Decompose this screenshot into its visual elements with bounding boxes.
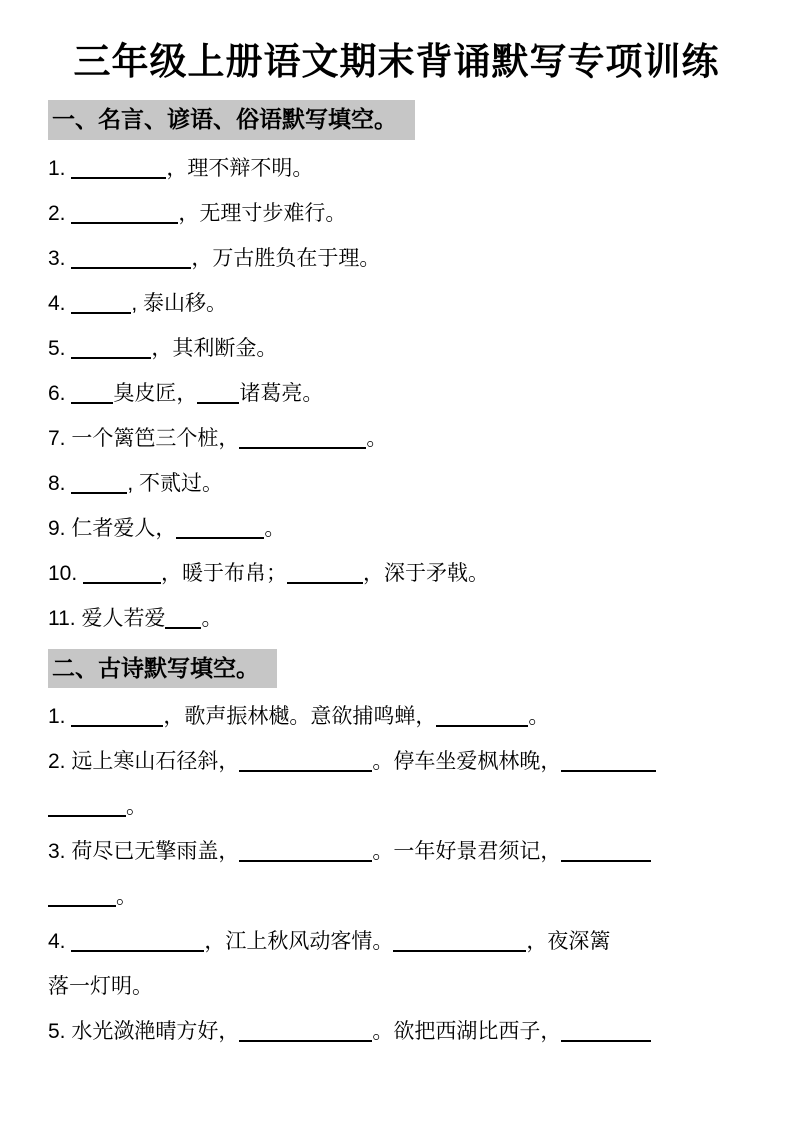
exercise-text: 。 <box>116 884 137 908</box>
blank-line <box>83 562 161 584</box>
exercise-line <box>48 829 745 874</box>
exercise-item <box>48 281 745 326</box>
section-heading-row <box>48 649 745 688</box>
exercise-item <box>48 694 745 739</box>
exercise-line <box>48 236 745 281</box>
exercise-line <box>48 739 745 784</box>
blank-line <box>71 337 151 359</box>
page-title: 三年级上册语文期末背诵默写专项训练 <box>73 41 720 82</box>
exercise-text: 2. 远上寒山石径斜， <box>48 749 240 773</box>
section-heading-row <box>48 100 745 139</box>
exercise-text: 4. <box>48 291 72 315</box>
exercise-text: 1. <box>48 156 72 180</box>
exercise-text: ，无理寸步难行。 <box>178 201 347 225</box>
blank-line <box>71 202 178 224</box>
exercise-line <box>48 461 745 506</box>
exercise-text: ，万古胜负在于理。 <box>191 246 381 270</box>
blank-line <box>436 705 528 727</box>
exercise-item <box>48 416 745 461</box>
exercise-item <box>48 1009 745 1054</box>
exercise-text: 。 <box>201 606 223 630</box>
exercise-text: ，歌声振林樾。意欲捕鸣蝉， <box>163 704 437 728</box>
blank-line <box>239 427 366 449</box>
blank-line <box>71 930 204 952</box>
exercise-text: 4. <box>48 929 72 953</box>
exercise-line <box>48 191 745 236</box>
blank-line <box>71 382 113 404</box>
exercise-text: 7. 一个篱笆三个桩， <box>48 426 240 450</box>
exercise-item <box>48 371 745 416</box>
blank-line <box>71 157 166 179</box>
exercise-item <box>48 506 745 551</box>
exercise-text: 臭皮匠， <box>113 381 198 405</box>
blank-line <box>239 750 372 772</box>
exercise-text: 6. <box>48 381 72 405</box>
exercise-text: 落一灯明。 <box>48 974 153 998</box>
exercise-line <box>48 146 745 191</box>
exercise-item <box>48 146 745 191</box>
exercise-text: 。一年好景君须记， <box>372 839 562 863</box>
blank-line <box>71 472 127 494</box>
blank-line <box>287 562 363 584</box>
blank-line <box>48 795 126 817</box>
exercise-text: 。 <box>528 704 550 728</box>
exercise-line <box>48 1009 745 1054</box>
exercise-item <box>48 551 745 596</box>
exercise-text: 。停车坐爱枫林晚， <box>372 749 562 773</box>
exercise-text: 1. <box>48 704 72 728</box>
exercise-line <box>48 551 745 596</box>
blank-line <box>48 885 116 907</box>
exercise-item <box>48 829 745 919</box>
blank-line <box>71 705 163 727</box>
exercise-line <box>48 694 745 739</box>
exercise-text: 5. 水光潋滟晴方好， <box>48 1019 240 1043</box>
exercise-line <box>48 371 745 416</box>
blank-line <box>561 1020 651 1042</box>
exercise-text: ，夜深篱 <box>526 929 611 953</box>
exercise-line <box>48 416 745 461</box>
blank-line <box>239 1020 372 1042</box>
exercise-line <box>48 784 745 829</box>
exercise-text: 诸葛亮。 <box>239 381 324 405</box>
exercise-text: ，其利断金。 <box>151 336 278 360</box>
blank-line <box>197 382 239 404</box>
exercise-line <box>48 964 745 1009</box>
blank-line <box>71 292 131 314</box>
exercise-item <box>48 739 745 829</box>
exercise-text: 3. 荷尽已无擎雨盖， <box>48 839 240 863</box>
exercise-item <box>48 461 745 506</box>
exercise-text: 。 <box>264 516 286 540</box>
exercise-text: 。 <box>126 794 147 818</box>
exercise-item <box>48 236 745 281</box>
exercise-text: ，江上秋风动客情。 <box>204 929 394 953</box>
exercise-text: , 泰山移。 <box>131 291 228 315</box>
exercise-text: 。 <box>366 426 388 450</box>
worksheet-body <box>48 100 745 1054</box>
exercise-item <box>48 596 745 641</box>
exercise-text: ，理不辩不明。 <box>166 156 314 180</box>
blank-line <box>71 247 191 269</box>
exercise-text: 8. <box>48 471 72 495</box>
exercise-text: 11. 爱人若爱 <box>48 606 166 630</box>
exercise-line <box>48 281 745 326</box>
exercise-text: ，暖于布帛； <box>161 561 288 585</box>
exercise-item <box>48 191 745 236</box>
blank-line <box>561 840 651 862</box>
exercise-text: 。欲把西湖比西子， <box>372 1019 562 1043</box>
exercise-item <box>48 326 745 371</box>
exercise-text: 10. <box>48 561 84 585</box>
exercise-text: ，深于矛戟。 <box>363 561 490 585</box>
exercise-text: 2. <box>48 201 72 225</box>
blank-line <box>393 930 526 952</box>
exercise-line <box>48 506 745 551</box>
exercise-line <box>48 326 745 371</box>
blank-line <box>561 750 656 772</box>
exercise-text: 5. <box>48 336 72 360</box>
exercise-text: , 不贰过。 <box>127 471 224 495</box>
blank-line <box>165 607 201 629</box>
section-heading: 二、古诗默写填空。 <box>48 649 277 688</box>
exercise-line <box>48 919 745 964</box>
blank-line <box>176 517 264 539</box>
blank-line <box>239 840 372 862</box>
exercise-line <box>48 596 745 641</box>
exercise-text: 3. <box>48 246 72 270</box>
exercise-line <box>48 874 745 919</box>
section-heading: 一、名言、谚语、俗语默写填空。 <box>48 100 415 139</box>
exercise-text: 9. 仁者爱人， <box>48 516 177 540</box>
exercise-item <box>48 919 745 1009</box>
